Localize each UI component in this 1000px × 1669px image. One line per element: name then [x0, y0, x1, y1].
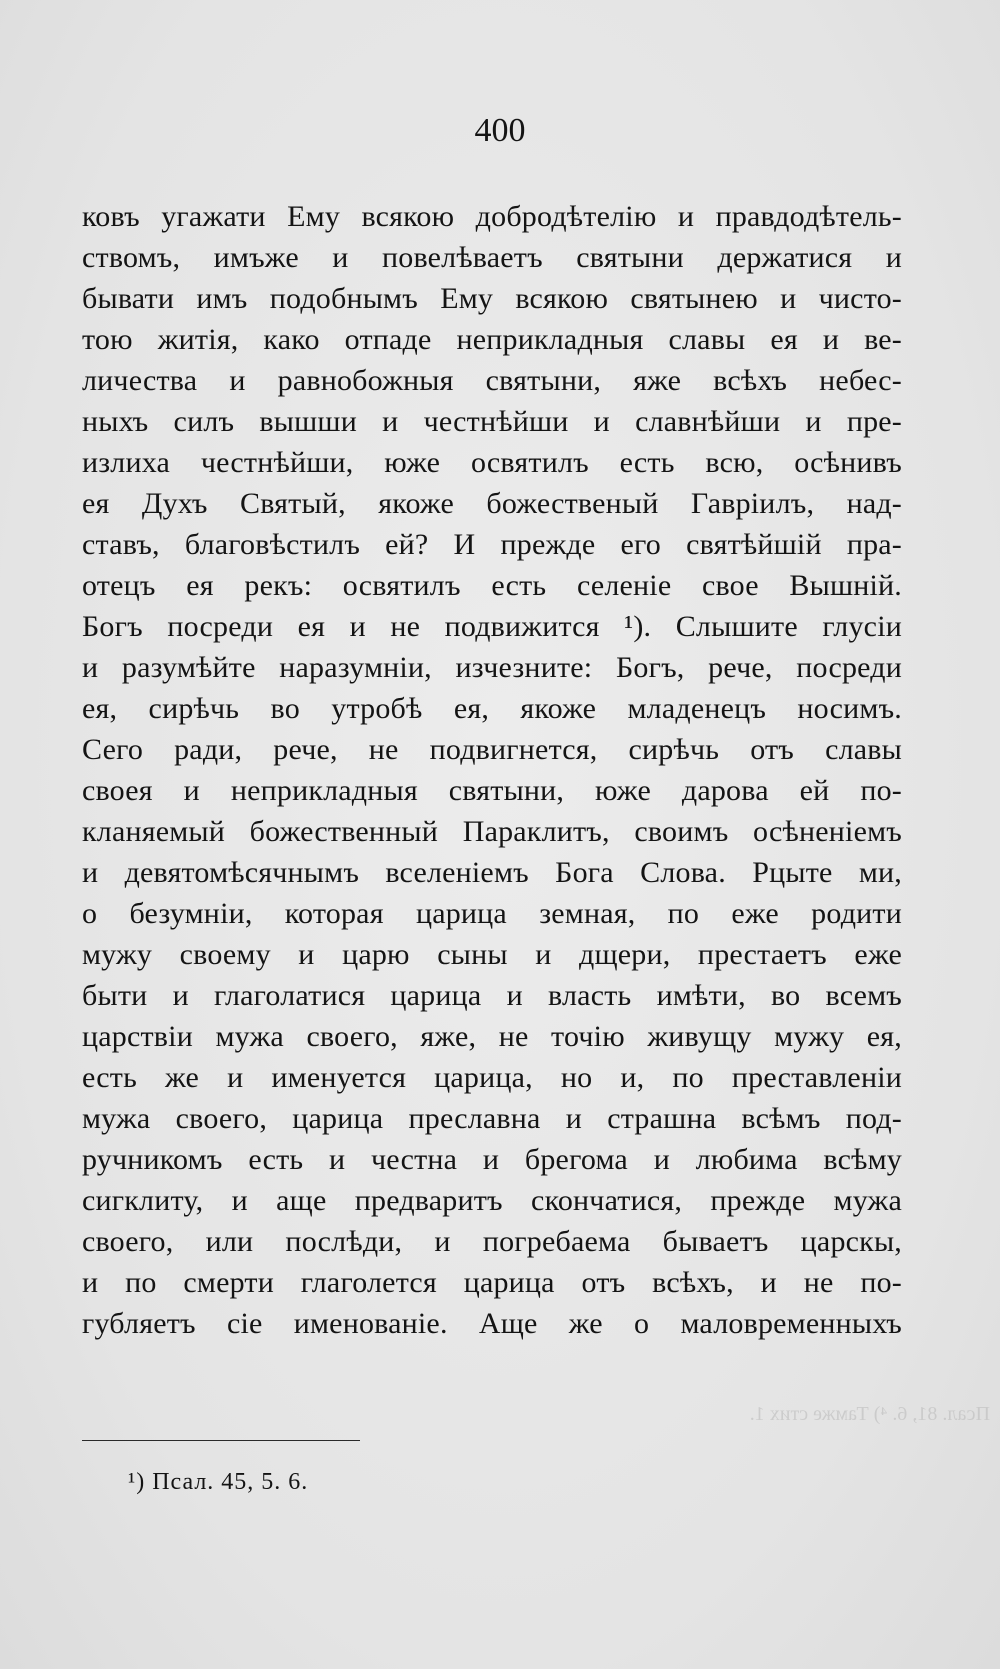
text-line: ствомъ, имъже и повелѣваетъ святыни держатися и: [82, 241, 902, 274]
text-line: мужу своему и царю сыны и дщери, престаетъ еже: [82, 938, 902, 971]
text-line: есть же и именуется царица, но и, по преставленіи: [82, 1061, 902, 1094]
text-line: ея, сирѣчь во утробѣ ея, якоже младенецъ носимъ.: [82, 692, 902, 725]
text-line: личества и равнобожныя святыни, яже всѣхъ небес-: [82, 364, 902, 397]
text-line: и разумѣйте наразумніи, изчезните: Богъ, рече, посреди: [82, 651, 902, 684]
text-line: и по смерти глаголется царица отъ всѣхъ, и не по-: [82, 1266, 902, 1299]
text-line: ручникомъ есть и честна и брегома и любима всѣму: [82, 1143, 902, 1176]
text-line: о безумніи, которая царица земная, по еже родити: [82, 897, 902, 930]
text-line: своего, или послѣди, и погребаема бываетъ царскы,: [82, 1225, 902, 1258]
text-line: сигклиту, и аще предваритъ скончатися, прежде мужа: [82, 1184, 902, 1217]
footnote: ¹) Псал. 45, 5. 6.: [128, 1469, 309, 1495]
text-line: ковъ угажати Ему всякою добродѣтелію и правдодѣтель-: [82, 200, 902, 233]
text-line: ставъ, благовѣстилъ ей? И прежде его святѣйшій пра-: [82, 528, 902, 561]
text-line: своея и неприкладныя святыни, юже дарова ей по-: [82, 774, 902, 807]
text-line: ныхъ силъ вышши и честнѣйши и славнѣйши и пре-: [82, 405, 902, 438]
body-text: [82, 196, 902, 1344]
footnote-divider: [82, 1440, 360, 1441]
text-line: тою житія, како отпаде неприкладныя славы ея и ве-: [82, 323, 902, 356]
text-line: Богъ посреди ея и не подвижится ¹). Слышите глусіи: [82, 610, 902, 643]
text-line: ея Духъ Святый, якоже божественый Гавріилъ, над-: [82, 487, 902, 520]
text-line: Сего ради, рече, не подвигнется, сирѣчь отъ славы: [82, 733, 902, 766]
text-line: мужа своего, царица преславна и страшна всѣмъ под-: [82, 1102, 902, 1135]
text-line: бывати имъ подобнымъ Ему всякою святынею и чисто-: [82, 282, 902, 315]
text-line: губляетъ сіе именованіе. Аще же о маловременныхъ: [82, 1307, 902, 1340]
text-line: быти и глаголатися царица и власть имѣти, во всемъ: [82, 979, 902, 1012]
bleed-through-text: Псал. 81, 6. ⁴) Тамже стих 1.: [749, 1403, 990, 1425]
page-number: 400: [474, 112, 526, 149]
text-line: отецъ ея рекъ: освятилъ есть селеніе свое Вышній.: [82, 569, 902, 602]
text-line: царствіи мужа своего, яже, не точію живущу мужу ея,: [82, 1020, 902, 1053]
text-line: и девятомѣсячнымъ вселеніемъ Бога Слова. Рцыте ми,: [82, 856, 902, 889]
text-line: кланяемый божественный Параклитъ, своимъ осѣненіемъ: [82, 815, 902, 848]
text-line: излиха честнѣйши, юже освятилъ есть всю, осѣнивъ: [82, 446, 902, 479]
